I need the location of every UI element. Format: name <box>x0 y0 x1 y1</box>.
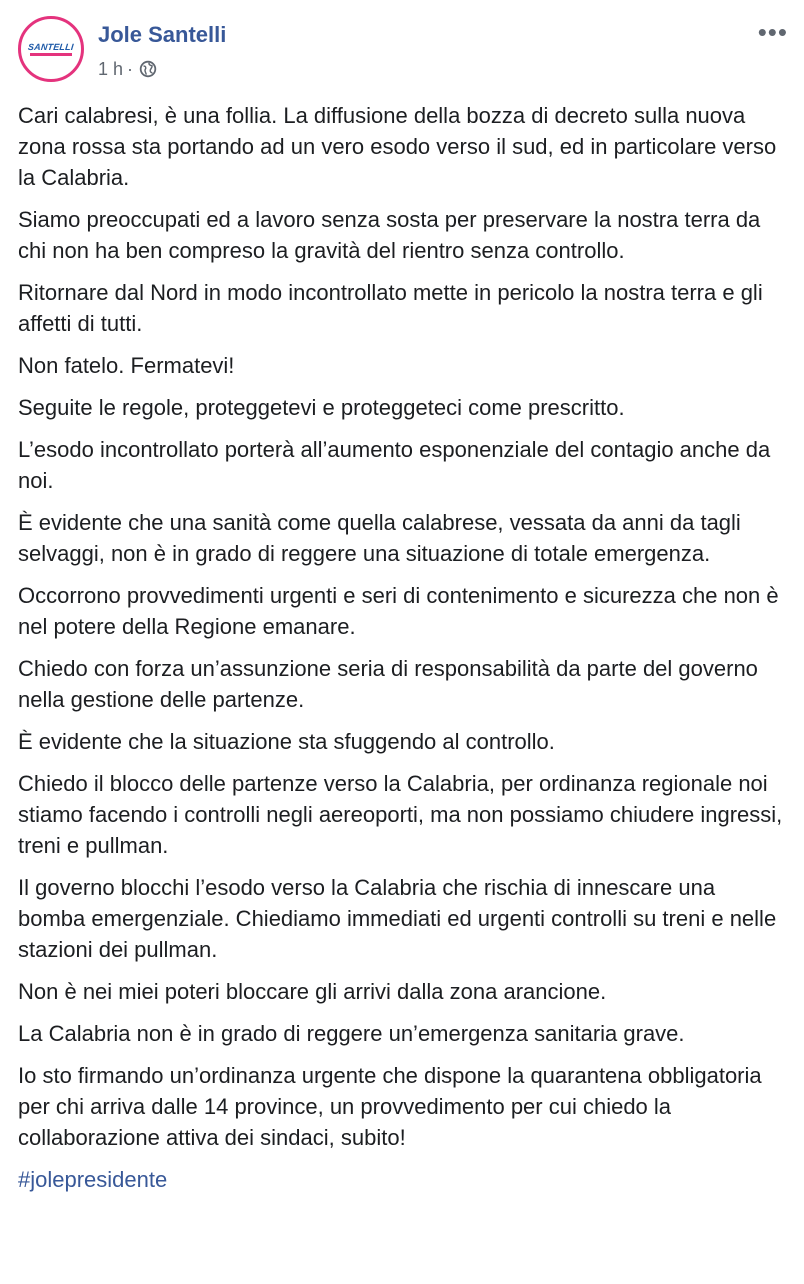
post-paragraph: Siamo preoccupati ed a lavoro senza sosta per preservare la nostra terra da chi non ha ben compreso la gravità del rientro senza controllo. <box>18 207 761 263</box>
post-paragraph: Seguite le regole, proteggetevi e proteggeteci come prescritto. <box>18 395 625 420</box>
post-paragraph: Non è nei miei poteri bloccare gli arrivi dalla zona arancione. <box>18 979 607 1004</box>
post-paragraph: Ritornare dal Nord in modo incontrollato mette in pericolo la nostra terra e gli affetti di tutti. <box>18 280 763 336</box>
post-paragraph: Chiedo il blocco delle partenze verso la Calabria, per ordinanza regionale noi stiamo facendo i controlli negli aereoporti, ma non possiamo chiudere ingressi, treni e pullman. <box>18 771 783 858</box>
hashtag-link[interactable]: #jolepresidente <box>18 1167 168 1192</box>
post-paragraph: Il governo blocchi l’esodo verso la Calabria che rischia di innescare una bomba emergenziale. Chiediamo immediati ed urgenti controlli su treni e nelle stazioni dei pullman. <box>18 875 777 962</box>
avatar-logo-text: SANTELLI <box>27 42 75 52</box>
post-body <box>18 100 788 1206</box>
post-paragraph: Chiedo con forza un’assunzione seria di responsabilità da parte del governo nella gestione delle partenze. <box>18 656 758 712</box>
post-paragraph: Non fatelo. Fermatevi! <box>18 353 235 378</box>
post-paragraph: È evidente che una sanità come quella calabrese, vessata da anni da tagli selvaggi, non è in grado di reggere una situazione di totale emergenza. <box>18 510 741 566</box>
meta-separator: · <box>127 59 134 79</box>
post-paragraph: La Calabria non è in grado di reggere un’emergenza sanitaria grave. <box>18 1021 685 1046</box>
post-timestamp[interactable]: 1 h <box>98 59 124 79</box>
avatar-logo <box>23 21 79 77</box>
post-paragraph: L’esodo incontrollato porterà all’aumento esponenziale del contagio anche da noi. <box>18 437 771 493</box>
avatar-logo-stripe <box>30 53 72 56</box>
post-paragraph: Cari calabresi, è una follia. La diffusione della bozza di decreto sulla nuova zona rossa sta portando ad un vero esodo verso il sud, ed in particolare verso la Calabria. <box>18 103 777 190</box>
post-paragraph: È evidente che la situazione sta sfuggendo al controllo. <box>18 729 555 754</box>
author-name[interactable]: Jole Santelli <box>98 22 227 47</box>
post-paragraph: Io sto firmando un’ordinanza urgente che dispone la quarantena obbligatoria per chi arriva dalle 14 province, un provvedimento per cui chiedo la collaborazione attiva dei sindaci, subito! <box>18 1063 762 1150</box>
globe-icon[interactable] <box>139 60 157 78</box>
more-options-icon[interactable]: ••• <box>757 17 788 47</box>
post-header <box>18 16 788 88</box>
avatar[interactable] <box>18 16 84 82</box>
post-meta <box>98 58 157 80</box>
post-paragraph: Occorrono provvedimenti urgenti e seri di contenimento e sicurezza che non è nel potere della Regione emanare. <box>18 583 779 639</box>
